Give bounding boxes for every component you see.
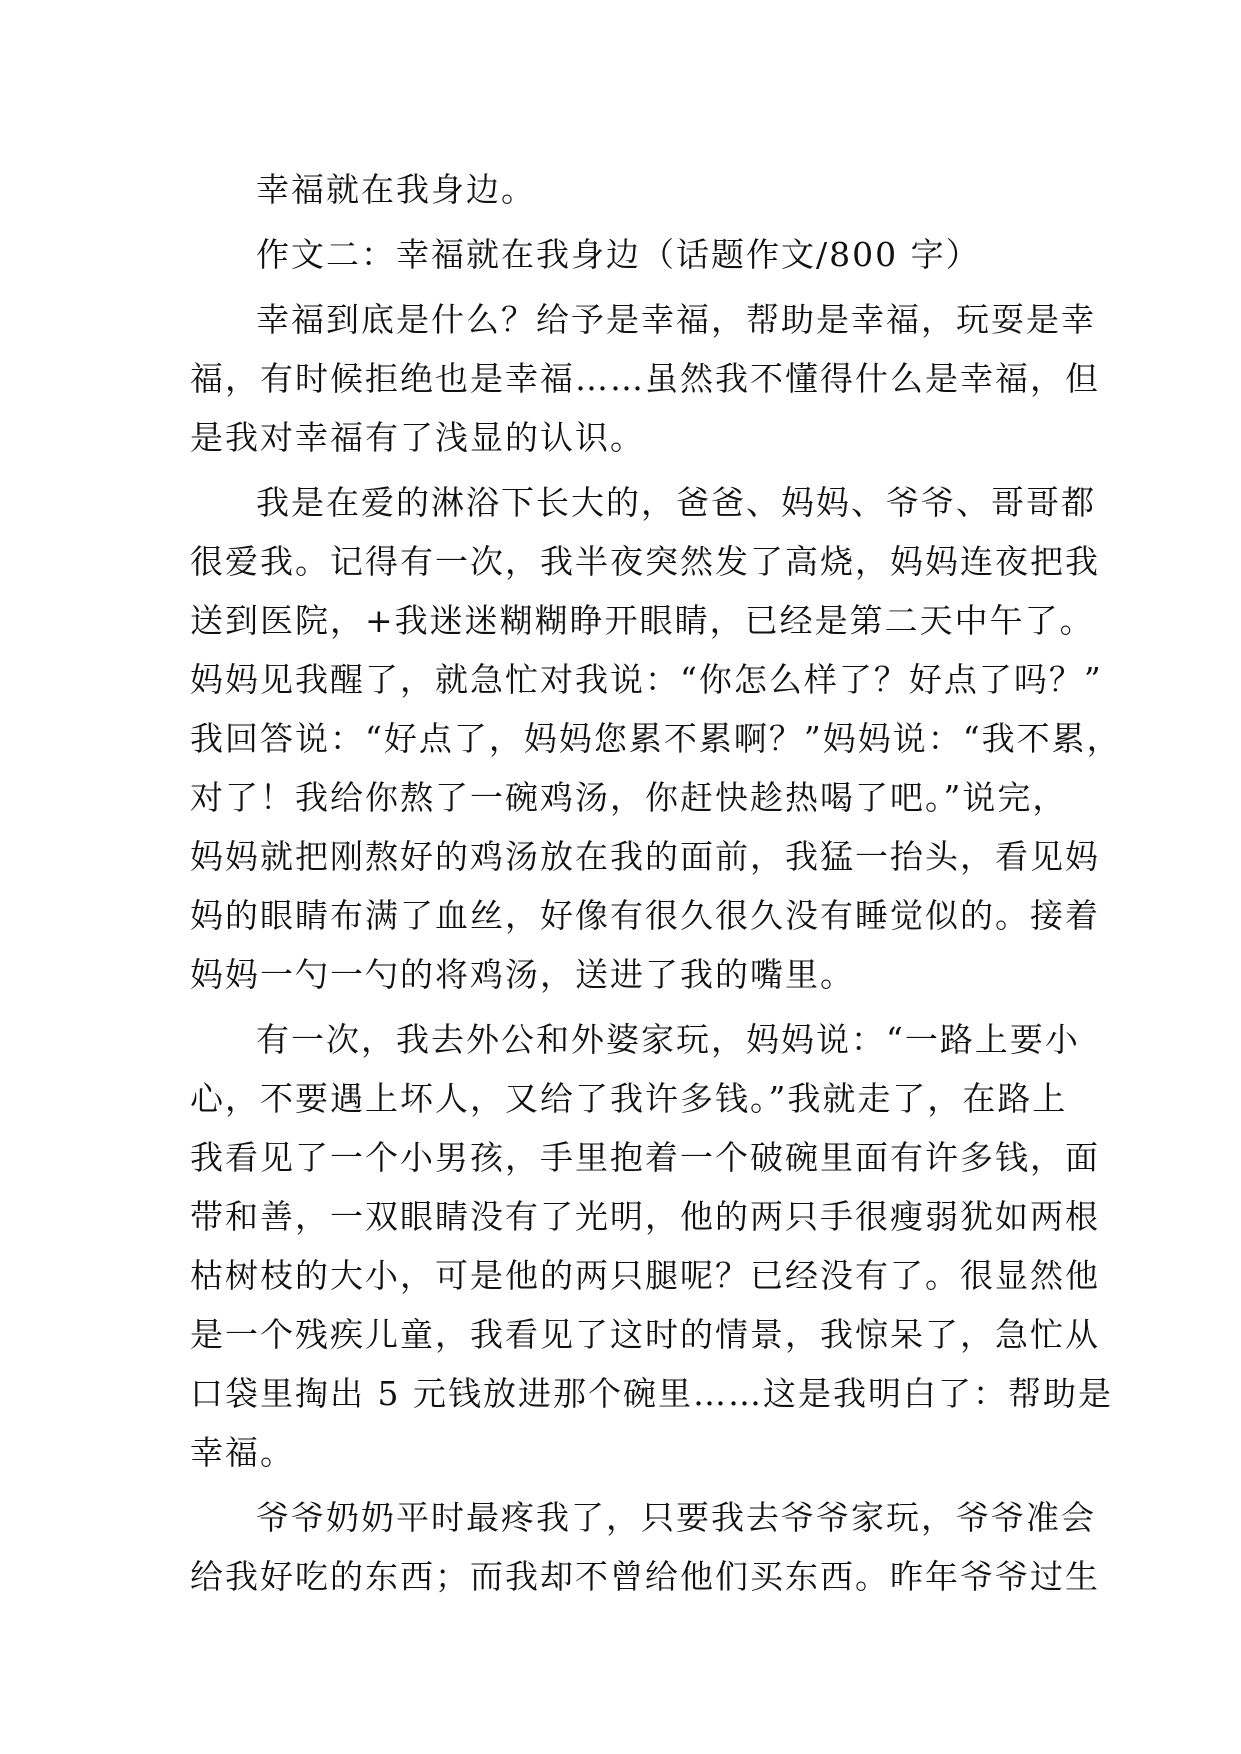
- paragraph-1-line-2: 福，有时候拒绝也是幸福……虽然我不懂得什么是幸福，但: [190, 359, 1100, 398]
- paragraph-2-line-7: 妈妈就把刚熬好的鸡汤放在我的面前，我猛一抬头，看见妈: [190, 837, 1100, 876]
- paragraph-2-line-1: 我是在爱的淋浴下长大的，爸爸、妈妈、爷爷、哥哥都: [256, 483, 1096, 522]
- paragraph-2-line-6: 对了！我给你熬了一碗鸡汤，你赶快趁热喝了吧。”说完，: [190, 778, 1068, 817]
- paragraph-3-line-4: 带和善，一双眼睛没有了光明，他的两只手很瘦弱犹如两根: [190, 1197, 1100, 1236]
- paragraph-4-line-1: 爷爷奶奶平时最疼我了，只要我去爷爷家玩，爷爷准会: [256, 1498, 1096, 1537]
- paragraph-2-line-4: 妈妈见我醒了，就急忙对我说：“你怎么样了？好点了吗？”: [190, 660, 1103, 699]
- paragraph-3-line-2: 心，不要遇上坏人，又给了我许多钱。”我就走了，在路上: [190, 1079, 1068, 1118]
- paragraph-3-line-5: 枯树枝的大小，可是他的两只腿呢？已经没有了。很显然他: [190, 1256, 1100, 1295]
- essay-body: [190, 160, 1122, 1606]
- paragraph-2-line-3: 送到医院，+我迷迷糊糊睁开眼睛，已经是第二天中午了。: [190, 601, 1095, 640]
- paragraph-1-line-3: 是我对幸福有了浅显的认识。: [190, 418, 645, 457]
- paragraph-1-line-1: 幸福到底是什么？给予是幸福，帮助是幸福，玩耍是幸: [256, 300, 1096, 339]
- paragraph-2-line-9: 妈妈一勺一勺的将鸡汤，送进了我的嘴里。: [190, 955, 855, 994]
- paragraph-2-line-2: 很爱我。记得有一次，我半夜突然发了高烧，妈妈连夜把我: [190, 542, 1100, 581]
- paragraph-3-line-8: 幸福。: [190, 1433, 295, 1472]
- paragraph-2-line-5: 我回答说：“好点了，妈妈您累不累啊？”妈妈说：“我不累，: [190, 719, 1122, 758]
- paragraph-3-line-3: 我看见了一个小男孩，手里抱着一个破碗里面有许多钱，面: [190, 1138, 1100, 1177]
- essay-title: 作文二：幸福就在我身边（话题作文/800 字）: [256, 235, 981, 274]
- paragraph-2-line-8: 妈的眼睛布满了血丝，好像有很久很久没有睡觉似的。接着: [190, 896, 1100, 935]
- paragraph-3-line-7: 口袋里掏出 5 元钱放进那个碗里……这是我明白了：帮助是: [190, 1374, 1113, 1413]
- paragraph-3-line-6: 是一个残疾儿童，我看见了这时的情景，我惊呆了，急忙从: [190, 1315, 1100, 1354]
- closing-line: 幸福就在我身边。: [256, 170, 536, 209]
- paragraph-4-line-2: 给我好吃的东西；而我却不曾给他们买东西。昨年爷爷过生: [190, 1557, 1100, 1596]
- paragraph-3-line-1: 有一次，我去外公和外婆家玩，妈妈说：“一路上要小: [256, 1020, 1080, 1059]
